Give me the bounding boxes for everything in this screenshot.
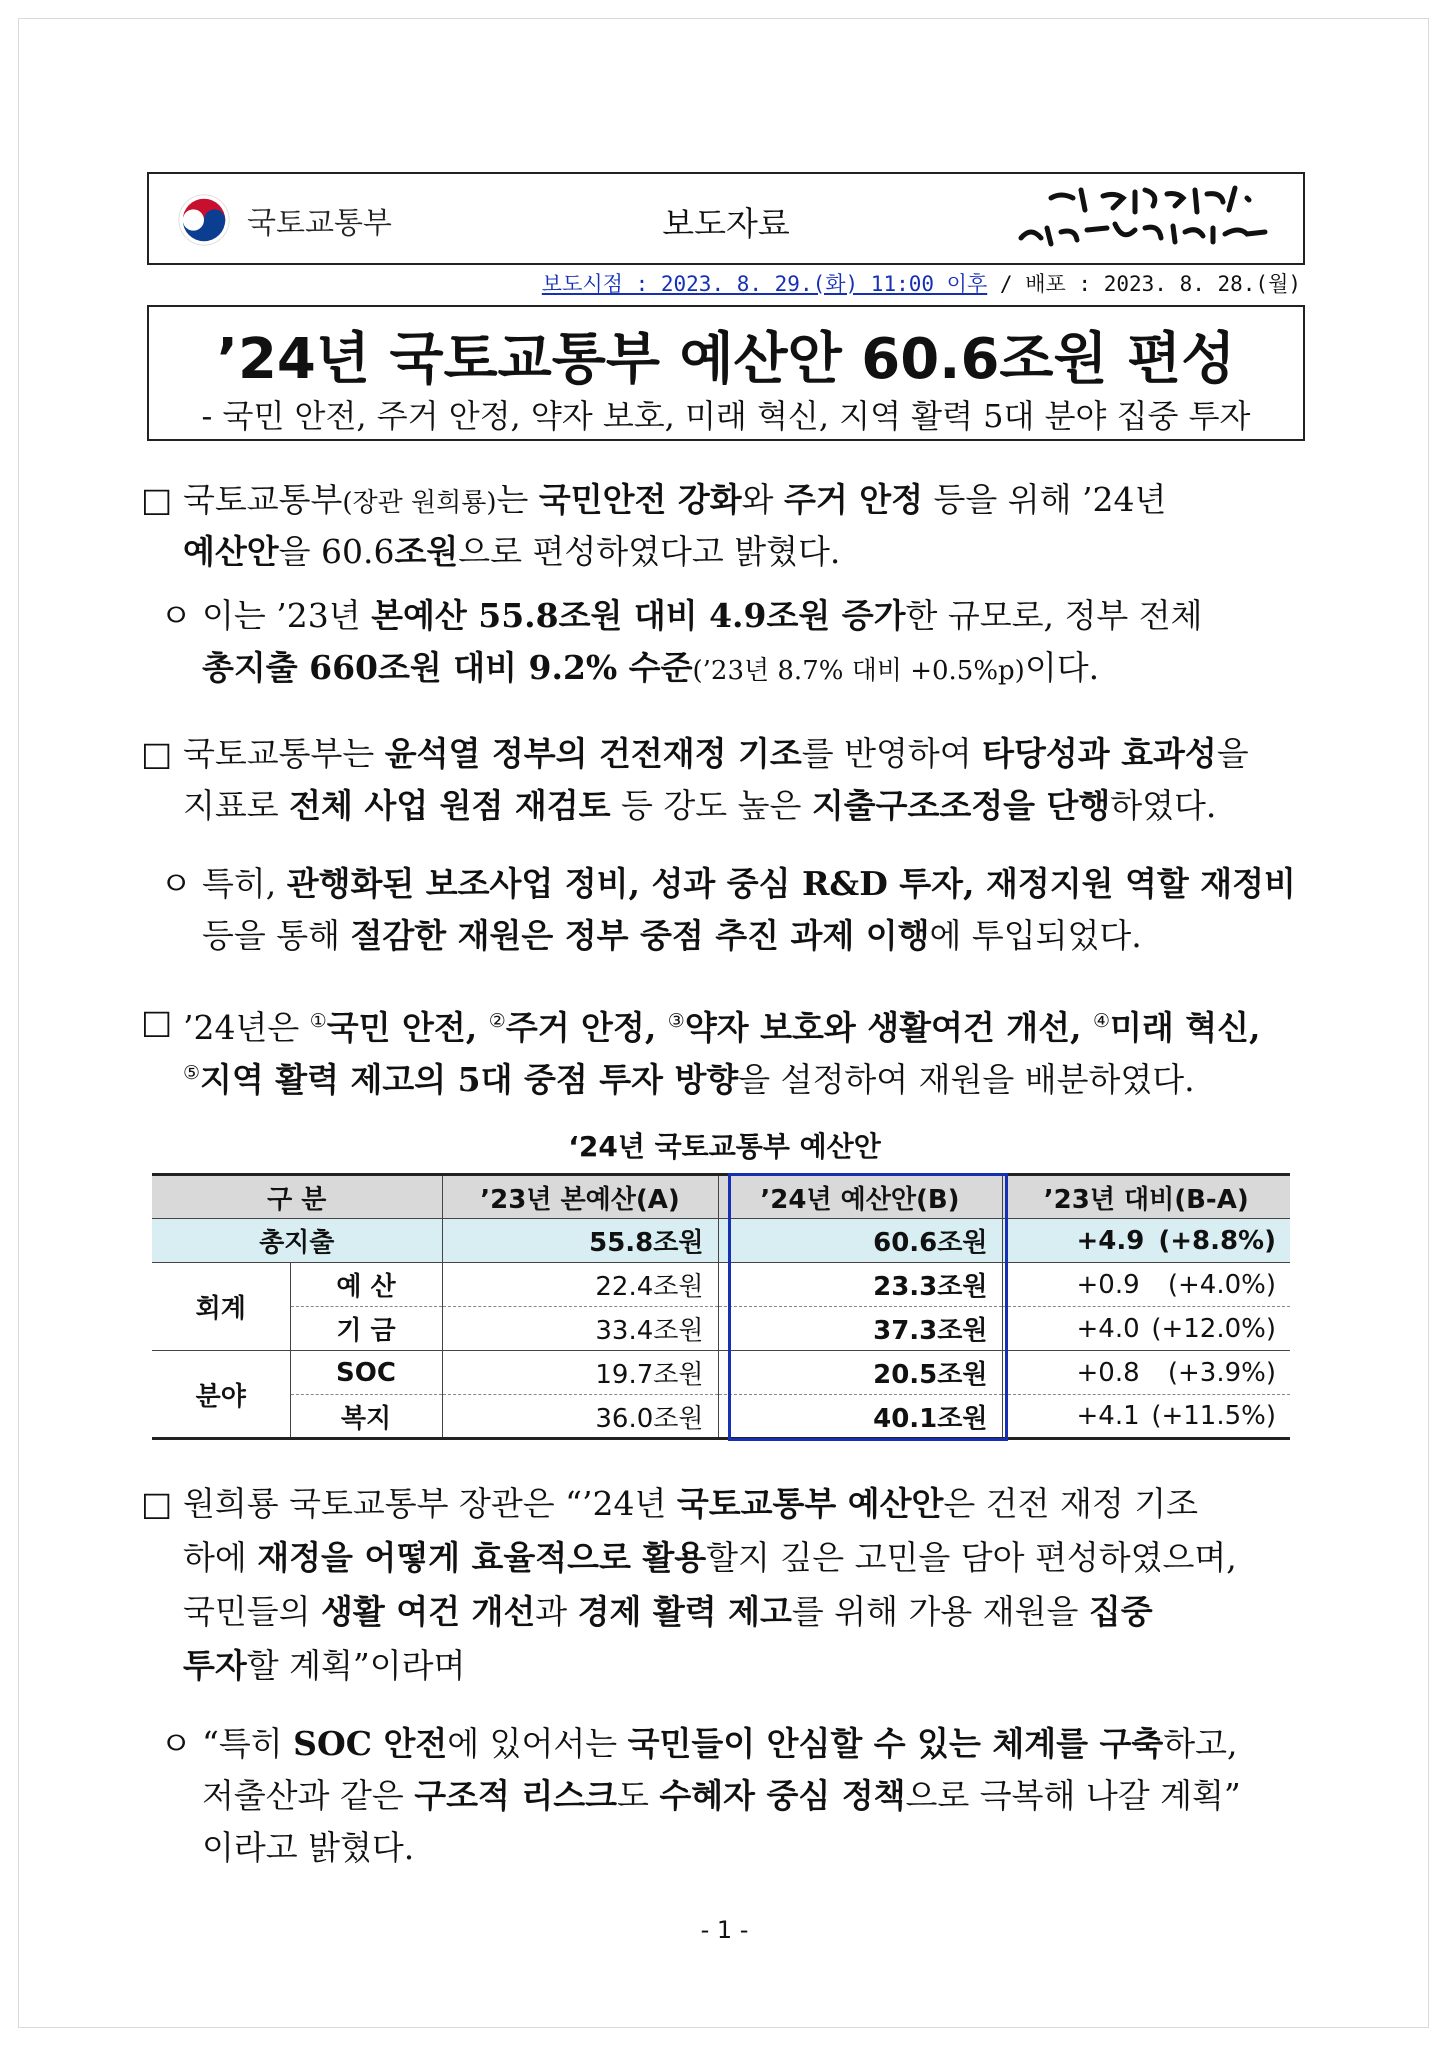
circled-number: ⑤ — [183, 1062, 201, 1084]
text-span: 에 투입되었다. — [929, 916, 1142, 955]
group-label-accounting: 회계 — [152, 1263, 290, 1351]
paragraph-4-line-2 — [202, 910, 1142, 961]
text-span: 국민들의 — [183, 1592, 322, 1631]
cell-a: 36.0조원 — [442, 1395, 718, 1439]
text-span: 집중 — [1088, 1592, 1153, 1631]
text-span: 를 위해 가용 재원을 — [791, 1592, 1089, 1631]
cell-label: 예 산 — [290, 1263, 442, 1307]
cell-pct: (+11.5%) — [1151, 1401, 1276, 1431]
cell-pct: (+8.8%) — [1158, 1225, 1276, 1256]
cell-b: 20.5조원 — [718, 1351, 1002, 1395]
paragraph-6 — [141, 1478, 1311, 1688]
cell-b: 40.1조원 — [718, 1395, 1002, 1439]
paragraph-3-line-1 — [183, 728, 1249, 779]
square-bullet: □ — [141, 1484, 173, 1523]
text-span: 할 계획”이라며 — [246, 1646, 466, 1685]
text-span: 과 — [535, 1592, 578, 1631]
cell-label: 기 금 — [290, 1307, 442, 1351]
text-span: 윤석열 정부의 건전재정 기조 — [384, 734, 802, 773]
table-row — [152, 1263, 1290, 1307]
cell-change — [1002, 1351, 1290, 1395]
square-bullet: □ — [141, 734, 173, 773]
table-title: ‘24년 국토교통부 예산안 — [568, 1130, 881, 1163]
paragraph-7 — [160, 1718, 1310, 1878]
paragraph-4-line-1 — [202, 858, 1296, 909]
headline-subtitle: - 국민 안전, 주거 안정, 약자 보호, 미래 혁신, 지역 활력 5대 분야 집중 투자 — [201, 397, 1251, 435]
cell-pct: (+12.0%) — [1151, 1313, 1276, 1344]
cell-b: 23.3조원 — [718, 1263, 1002, 1307]
press-release-label: 보도자료 — [662, 204, 790, 243]
text-span: 은 건전 재정 기조 — [943, 1484, 1198, 1523]
cell-pct: (+4.0%) — [1167, 1269, 1276, 1300]
text-span: 국토교통부 — [183, 480, 343, 519]
table-header-row — [152, 1175, 1290, 1219]
paragraph-6-line-4 — [183, 1640, 465, 1691]
paragraph-2 — [160, 590, 1310, 700]
circle-bullet: ㅇ — [160, 1724, 192, 1763]
text-span: 한 규모로, 정부 전체 — [905, 596, 1203, 635]
text-span: 하고, — [1163, 1724, 1238, 1763]
text-span: SOC 안전 — [293, 1724, 448, 1763]
release-info — [542, 268, 1301, 298]
embargo-time: 보도시점 : 2023. 8. 29.(화) 11:00 이후 — [541, 272, 988, 296]
text-span: 국토교통부는 — [183, 734, 385, 773]
text-span: 도 — [617, 1776, 660, 1815]
ministry-name: 국토교통부 — [247, 206, 392, 241]
text-span: 에 있어서는 — [447, 1724, 628, 1763]
text-span: 특히, — [202, 864, 287, 903]
paragraph-2-line-1 — [202, 590, 1203, 641]
text-span: 하였다. — [1110, 786, 1217, 825]
text-span: 국민 안전, — [326, 1008, 489, 1047]
text-span: 본예산 55.8조원 대비 4.9조원 증가 — [371, 596, 906, 635]
table-row — [152, 1351, 1290, 1395]
cell-label: 복지 — [290, 1395, 442, 1439]
handwritten-slogan — [1011, 184, 1281, 256]
square-bullet: □ — [141, 480, 173, 519]
cell-change — [1002, 1263, 1290, 1307]
text-span: 절감한 재원은 정부 중점 추진 과제 이행 — [350, 916, 930, 955]
header-category: 구 분 — [152, 1175, 442, 1219]
paragraph-5-line-1 — [183, 996, 1261, 1053]
table-row — [152, 1395, 1290, 1439]
text-span: 와 — [741, 480, 785, 519]
text-span: 하에 — [183, 1538, 258, 1577]
cell-diff: +4.9 — [1076, 1225, 1145, 1256]
text-span: 등을 위해 ’24년 — [923, 480, 1167, 519]
circle-bullet: ㅇ — [160, 864, 192, 903]
cell-diff: +0.8 — [1076, 1357, 1140, 1388]
cell-a: 19.7조원 — [442, 1351, 718, 1395]
text-span: 예산안 — [183, 532, 279, 571]
text-span: 저출산과 같은 — [202, 1776, 415, 1815]
paragraph-3-line-2 — [183, 780, 1216, 831]
text-span: 이라고 밝혔다. — [202, 1828, 415, 1867]
budget-table — [152, 1173, 1290, 1440]
headline-title: ’24년 국토교통부 예산안 60.6조원 편성 — [216, 327, 1236, 392]
cell-a: 22.4조원 — [442, 1263, 718, 1307]
text-span: 을 — [1216, 734, 1249, 773]
page-number: - 1 - — [700, 1916, 749, 1944]
cell-diff: +0.9 — [1076, 1269, 1140, 1300]
text-span: 이다. — [1024, 648, 1100, 687]
text-span: 국토교통부 예산안 — [676, 1484, 944, 1523]
cell-a: 33.4조원 — [442, 1307, 718, 1351]
cell-change — [1002, 1219, 1290, 1263]
text-span: 지출구조조정을 단행 — [811, 786, 1111, 825]
text-span: 생활 여건 개선 — [321, 1592, 536, 1631]
paragraph-6-line-2 — [183, 1532, 1237, 1583]
paragraph-7-line-3 — [202, 1822, 414, 1873]
circled-number: ① — [309, 1010, 327, 1032]
paragraph-5-line-2 — [183, 1048, 1195, 1105]
text-span: 등 강도 높은 — [610, 786, 812, 825]
paragraph-3 — [141, 728, 1311, 838]
text-span: 할지 깊은 고민을 담아 편성하였으며, — [706, 1538, 1237, 1577]
paragraph-2-line-2 — [202, 642, 1099, 697]
paragraph-6-line-1 — [183, 1478, 1198, 1529]
text-span: 국민들이 안심할 수 있는 체계를 구축 — [627, 1724, 1164, 1763]
text-span: 으로 편성하였다고 밝혔다. — [458, 532, 841, 571]
cell-diff: +4.1 — [1076, 1401, 1140, 1431]
cell-a: 55.8조원 — [442, 1219, 718, 1263]
circled-number: ② — [488, 1010, 506, 1032]
paragraph-4 — [160, 858, 1310, 968]
text-span: 는 — [496, 480, 539, 519]
group-label-sector: 분야 — [152, 1351, 290, 1439]
text-span: 지역 활력 제고의 — [200, 1060, 458, 1099]
text-span: 조원 — [394, 532, 459, 571]
paragraph-6-line-3 — [183, 1586, 1153, 1637]
text-span: 약자 보호와 생활여건 개선, — [684, 1008, 1093, 1047]
text-span: 원희룡 국토교통부 장관은 “’24년 — [183, 1484, 677, 1523]
cell-b: 60.6조원 — [718, 1219, 1002, 1263]
cell-change — [1002, 1395, 1290, 1439]
cell-label: SOC — [290, 1351, 442, 1395]
text-span: 타당성과 효과성 — [982, 734, 1217, 773]
cell-label: 총지출 — [152, 1219, 442, 1263]
paragraph-5 — [141, 996, 1311, 1106]
header-2024: ’24년 예산안(B) — [718, 1175, 1002, 1219]
table-row-total — [152, 1219, 1290, 1263]
paragraph-1-line-2 — [183, 526, 840, 577]
header-change: ’23년 대비(B-A) — [1002, 1175, 1290, 1219]
text-span: 국민안전 강화 — [538, 480, 742, 519]
text-span: 주거 안정, — [505, 1008, 668, 1047]
text-span: (장관 원희룡) — [342, 488, 497, 518]
paragraph-7-line-2 — [202, 1770, 1241, 1821]
text-span: 재정을 어떻게 효율적으로 활용 — [257, 1538, 707, 1577]
headline-box — [147, 305, 1305, 441]
text-span: 이는 ’23년 — [202, 596, 372, 635]
text-span: 를 반영하여 — [801, 734, 983, 773]
text-span: 경제 활력 제고 — [577, 1592, 792, 1631]
press-header — [147, 172, 1305, 265]
text-span: 지표로 — [183, 786, 290, 825]
distribution-date: 배포 : 2023. 8. 28.(월) — [1025, 272, 1301, 296]
text-span: 등을 통해 — [202, 916, 351, 955]
text-span: 미래 혁신, — [1110, 1008, 1261, 1047]
square-bullet: □ — [141, 1002, 173, 1041]
cell-b: 37.3조원 — [718, 1307, 1002, 1351]
text-span: 5대 중점 투자 방향 — [457, 1060, 739, 1099]
text-span: 관행화된 보조사업 정비, 성과 중심 R&D 투자, 재정지원 역할 재정비 — [286, 864, 1296, 903]
paragraph-7-line-1 — [202, 1718, 1237, 1769]
text-span: 을 설정하여 재원을 배분하였다. — [738, 1060, 1195, 1099]
paragraph-1-line-1 — [183, 474, 1166, 529]
text-span: 구조적 리스크 — [414, 1776, 618, 1815]
text-span: “특히 — [202, 1724, 294, 1763]
text-span: (’23년 8.7% 대비 +0.5%p) — [692, 656, 1025, 686]
cell-change — [1002, 1307, 1290, 1351]
circled-number: ③ — [667, 1010, 685, 1032]
text-span: 수혜자 중심 정책 — [659, 1776, 906, 1815]
text-span: 주거 안정 — [784, 480, 924, 519]
circled-number: ④ — [1092, 1010, 1110, 1032]
text-span: ’24년은 — [183, 1008, 310, 1047]
table-row — [152, 1307, 1290, 1351]
circle-bullet: ㅇ — [160, 596, 192, 635]
release-separator: / — [999, 272, 1013, 296]
text-span: 총지출 660조원 대비 9.2% 수준 — [202, 648, 693, 687]
cell-pct: (+3.9%) — [1167, 1357, 1276, 1388]
text-span: 으로 극복해 나갈 계획” — [905, 1776, 1241, 1815]
text-span: 투자 — [183, 1646, 247, 1685]
paragraph-1 — [141, 474, 1311, 584]
header-2023: ’23년 본예산(A) — [442, 1175, 718, 1219]
cell-diff: +4.0 — [1076, 1313, 1140, 1344]
text-span: 전체 사업 원점 재검토 — [289, 786, 611, 825]
text-span: 을 60.6 — [278, 532, 395, 571]
